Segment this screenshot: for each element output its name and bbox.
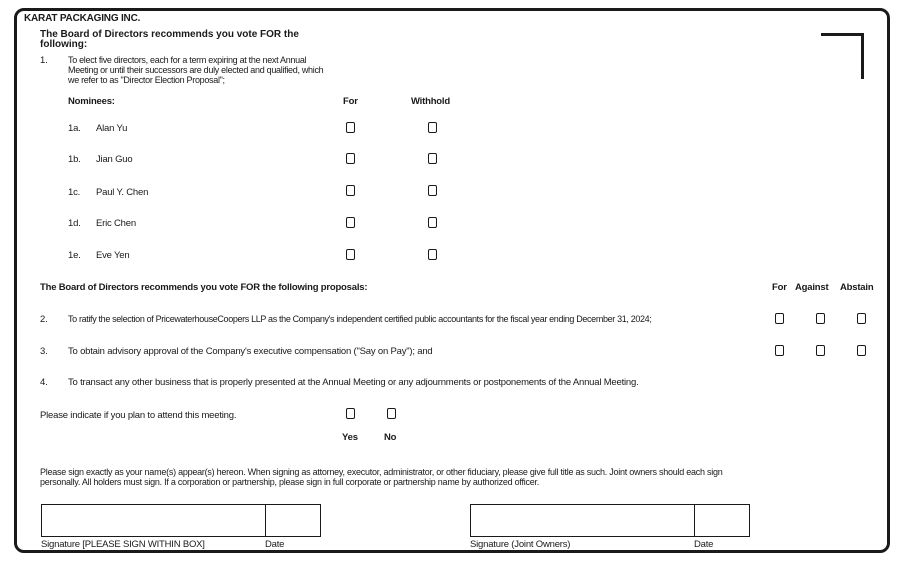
signature-label: Signature [PLEASE SIGN WITHIN BOX] bbox=[41, 539, 205, 550]
proposal-3-against-checkbox[interactable] bbox=[816, 345, 825, 356]
corner-mark bbox=[861, 33, 864, 79]
proposal-text: To ratify the selection of PricewaterhouseCoopers LLP as the Company's independent certified public accountants for the fiscal year ending December 31, 2024; bbox=[68, 314, 652, 324]
proposal-text: To transact any other business that is properly presented at the Annual Meeting or any adjournments or postponements of the Annual Meeting. bbox=[68, 377, 639, 388]
proposal1-number: 1. bbox=[40, 55, 48, 66]
directors-recommendation: The Board of Directors recommends you vote FOR the following: bbox=[40, 29, 299, 50]
nominee-name: Alan Yu bbox=[96, 123, 128, 134]
nominee-number: 1d. bbox=[68, 218, 81, 229]
joint-signature-box[interactable] bbox=[470, 504, 750, 537]
attend-no-label: No bbox=[384, 432, 397, 443]
nominee-number: 1e. bbox=[68, 250, 81, 261]
signature-date-divider bbox=[265, 504, 266, 537]
nominee-1d-withhold-checkbox[interactable] bbox=[428, 217, 437, 228]
nominee-number: 1c. bbox=[68, 187, 81, 198]
nominee-1a-withhold-checkbox[interactable] bbox=[428, 122, 437, 133]
nominee-1d-for-checkbox[interactable] bbox=[346, 217, 355, 228]
proposal-number: 2. bbox=[40, 314, 48, 325]
for-header: For bbox=[343, 96, 358, 107]
nominee-number: 1b. bbox=[68, 154, 81, 165]
proposals-recommendation: The Board of Directors recommends you vote FOR the following proposals: bbox=[40, 282, 368, 293]
attend-yes-label: Yes bbox=[342, 432, 358, 443]
for-header: For bbox=[772, 282, 787, 293]
nominee-name: Eve Yen bbox=[96, 250, 130, 261]
company-name: KARAT PACKAGING INC. bbox=[24, 13, 141, 24]
nominee-name: Jian Guo bbox=[96, 154, 133, 165]
nominees-header: Nominees: bbox=[68, 96, 115, 107]
signature-box[interactable] bbox=[41, 504, 321, 537]
abstain-header: Abstain bbox=[840, 282, 874, 293]
against-header: Against bbox=[795, 282, 829, 293]
nominee-name: Eric Chen bbox=[96, 218, 136, 229]
proposal1-text: To elect five directors, each for a term expiring at the next Annual Meeting or until their successors are duly elected and qualified, which we refer to as "Director Election Proposal"; bbox=[68, 55, 324, 85]
proposal-3-for-checkbox[interactable] bbox=[775, 345, 784, 356]
proposal-number: 3. bbox=[40, 346, 48, 357]
proposal-3-abstain-checkbox[interactable] bbox=[857, 345, 866, 356]
nominee-name: Paul Y. Chen bbox=[96, 187, 149, 198]
proposal-2-abstain-checkbox[interactable] bbox=[857, 313, 866, 324]
nominee-1a-for-checkbox[interactable] bbox=[346, 122, 355, 133]
nominee-1c-withhold-checkbox[interactable] bbox=[428, 185, 437, 196]
date-label: Date bbox=[265, 539, 285, 550]
nominee-1b-withhold-checkbox[interactable] bbox=[428, 153, 437, 164]
joint-signature-date-divider bbox=[694, 504, 695, 537]
proposal-2-against-checkbox[interactable] bbox=[816, 313, 825, 324]
nominee-1c-for-checkbox[interactable] bbox=[346, 185, 355, 196]
attend-no-checkbox[interactable] bbox=[387, 408, 396, 419]
nominee-1e-for-checkbox[interactable] bbox=[346, 249, 355, 260]
withhold-header: Withhold bbox=[411, 96, 450, 107]
attend-yes-checkbox[interactable] bbox=[346, 408, 355, 419]
attend-label: Please indicate if you plan to attend this meeting. bbox=[40, 410, 237, 421]
nominee-1b-for-checkbox[interactable] bbox=[346, 153, 355, 164]
sign-instructions: Please sign exactly as your name(s) appear(s) hereon. When signing as attorney, executor, administrator, or other fiduciary, please give full title as such. Joint owners should each sign personally. All holders must sign. If a corporation or partnership, please sign in full corporate or partnership name by authorized officer. bbox=[40, 467, 723, 487]
nominee-number: 1a. bbox=[68, 123, 81, 134]
proposal-2-for-checkbox[interactable] bbox=[775, 313, 784, 324]
corner-mark bbox=[821, 33, 864, 36]
joint-signature-label: Signature (Joint Owners) bbox=[470, 539, 571, 550]
proposal-number: 4. bbox=[40, 377, 48, 388]
proposal-text: To obtain advisory approval of the Company's executive compensation ("Say on Pay"); and bbox=[68, 346, 433, 357]
date-label: Date bbox=[694, 539, 714, 550]
nominee-1e-withhold-checkbox[interactable] bbox=[428, 249, 437, 260]
